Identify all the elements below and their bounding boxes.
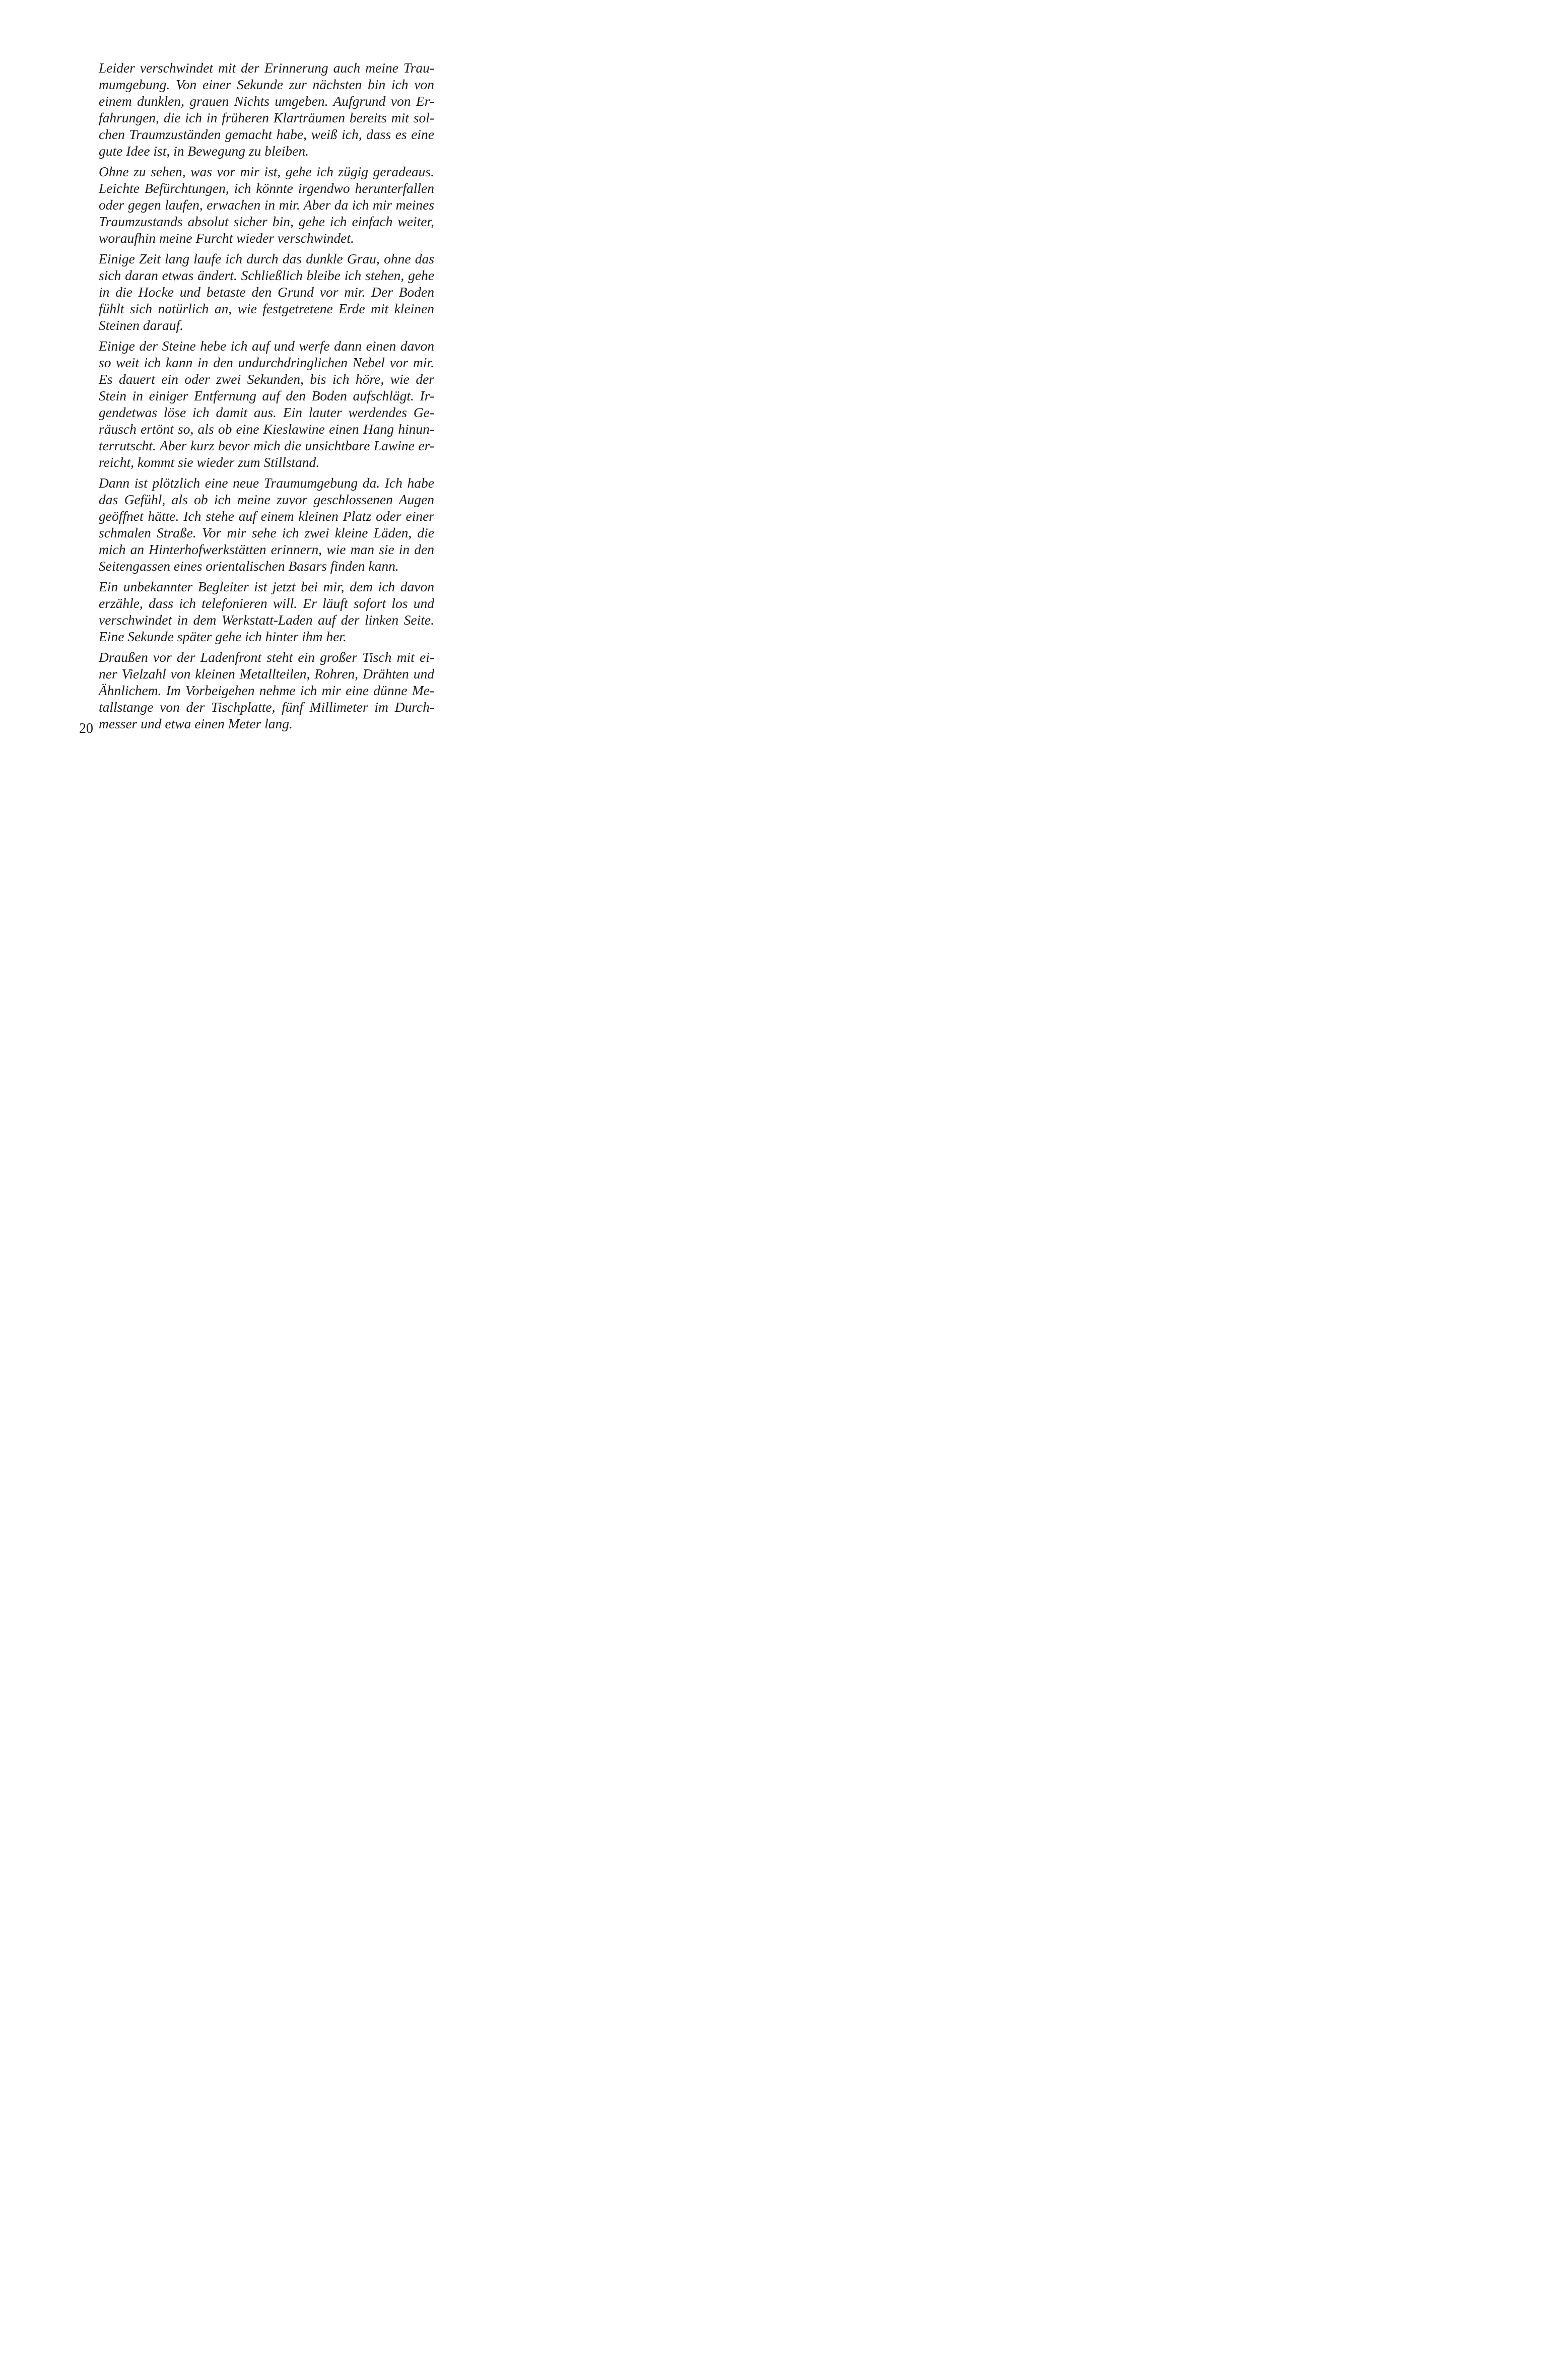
text-line: Eine Sekunde später gehe ich hinter ihm her.: [99, 629, 347, 644]
text-line: tallstange von der Tischplatte, fünf Millimeter im Durch-: [99, 699, 434, 715]
text-line: gute Idee ist, in Bewegung zu bleiben.: [99, 143, 309, 159]
text-line: messer und etwa einen Meter lang.: [99, 716, 293, 731]
text-line: Seitengassen eines orientalischen Basars finden kann.: [99, 558, 399, 574]
text-line: gendetwas löse ich damit aus. Ein lauter werdendes Ge-: [99, 404, 434, 420]
text-line: räusch ertönt so, als ob eine Kieslawine einen Hang hinun-: [99, 421, 434, 437]
text-line: Ohne zu sehen, was vor mir ist, gehe ich zügig geradeaus.: [99, 164, 434, 179]
text-line: schmalen Straße. Vor mir sehe ich zwei kleine Läden, die: [99, 525, 434, 540]
body-text: [99, 59, 434, 736]
text-line: Ein unbekannter Begleiter ist jetzt bei mir, dem ich davon: [99, 579, 434, 594]
paragraph-6: [99, 578, 434, 645]
text-line: sich daran etwas ändert. Schließlich bleibe ich stehen, gehe: [99, 267, 434, 283]
text-line: fühlt sich natürlich an, wie festgetretene Erde mit kleinen: [99, 301, 434, 316]
text-line: Leichte Befürchtungen, ich könnte irgendwo herunterfallen: [99, 180, 434, 196]
text-line: so weit ich kann in den undurchdringlichen Nebel vor mir.: [99, 355, 434, 370]
text-line: oder gegen laufen, erwachen in mir. Aber da ich mir meines: [99, 197, 434, 213]
text-line: verschwindet in dem Werkstatt-Laden auf der linken Seite.: [99, 612, 434, 628]
text-line: Dann ist plötzlich eine neue Traumumgebung da. Ich habe: [99, 475, 434, 491]
text-line: Einige Zeit lang laufe ich durch das dunkle Grau, ohne das: [99, 251, 434, 266]
text-line: fahrungen, die ich in früheren Klarträumen bereits mit sol-: [99, 110, 434, 125]
page-number: 20: [79, 721, 93, 736]
book-page: [0, 0, 516, 793]
text-line: Traumzustands absolut sicher bin, gehe ich einfach weiter,: [99, 214, 434, 229]
paragraph-7: [99, 649, 434, 732]
text-line: erzähle, dass ich telefonieren will. Er läuft sofort los und: [99, 595, 434, 611]
text-line: Es dauert ein oder zwei Sekunden, bis ich höre, wie der: [99, 371, 434, 387]
text-line: geöffnet hätte. Ich stehe auf einem kleinen Platz oder einer: [99, 508, 434, 524]
text-line: Leider verschwindet mit der Erinnerung auch meine Trau-: [99, 60, 434, 76]
text-line: Steinen darauf.: [99, 317, 184, 333]
text-line: mumgebung. Von einer Sekunde zur nächsten bin ich von: [99, 77, 434, 92]
text-line: Draußen vor der Ladenfront steht ein großer Tisch mit ei-: [99, 649, 434, 665]
paragraph-1: [99, 59, 434, 159]
text-line: woraufhin meine Furcht wieder verschwindet.: [99, 230, 354, 246]
paragraph-2: [99, 163, 434, 246]
text-line: Stein in einiger Entfernung auf den Boden aufschlägt. Ir-: [99, 388, 434, 403]
paragraph-4: [99, 337, 434, 470]
text-line: mich an Hinterhofwerkstätten erinnern, wie man sie in den: [99, 541, 434, 557]
text-line: Ähnlichem. Im Vorbeigehen nehme ich mir eine dünne Me-: [99, 683, 434, 698]
text-line: einem dunklen, grauen Nichts umgeben. Aufgrund von Er-: [99, 93, 434, 109]
paragraph-3: [99, 250, 434, 333]
text-line: ner Vielzahl von kleinen Metallteilen, Rohren, Drähten und: [99, 666, 434, 682]
text-line: chen Traumzuständen gemacht habe, weiß ich, dass es eine: [99, 126, 434, 142]
paragraph-5: [99, 474, 434, 574]
text-line: reicht, kommt sie wieder zum Stillstand.: [99, 454, 320, 470]
text-line: terrutscht. Aber kurz bevor mich die unsichtbare Lawine er-: [99, 438, 434, 453]
text-line: das Gefühl, als ob ich meine zuvor geschlossenen Augen: [99, 492, 434, 507]
text-line: Einige der Steine hebe ich auf und werfe dann einen davon: [99, 338, 434, 354]
text-line: in die Hocke und betaste den Grund vor mir. Der Boden: [99, 284, 434, 300]
